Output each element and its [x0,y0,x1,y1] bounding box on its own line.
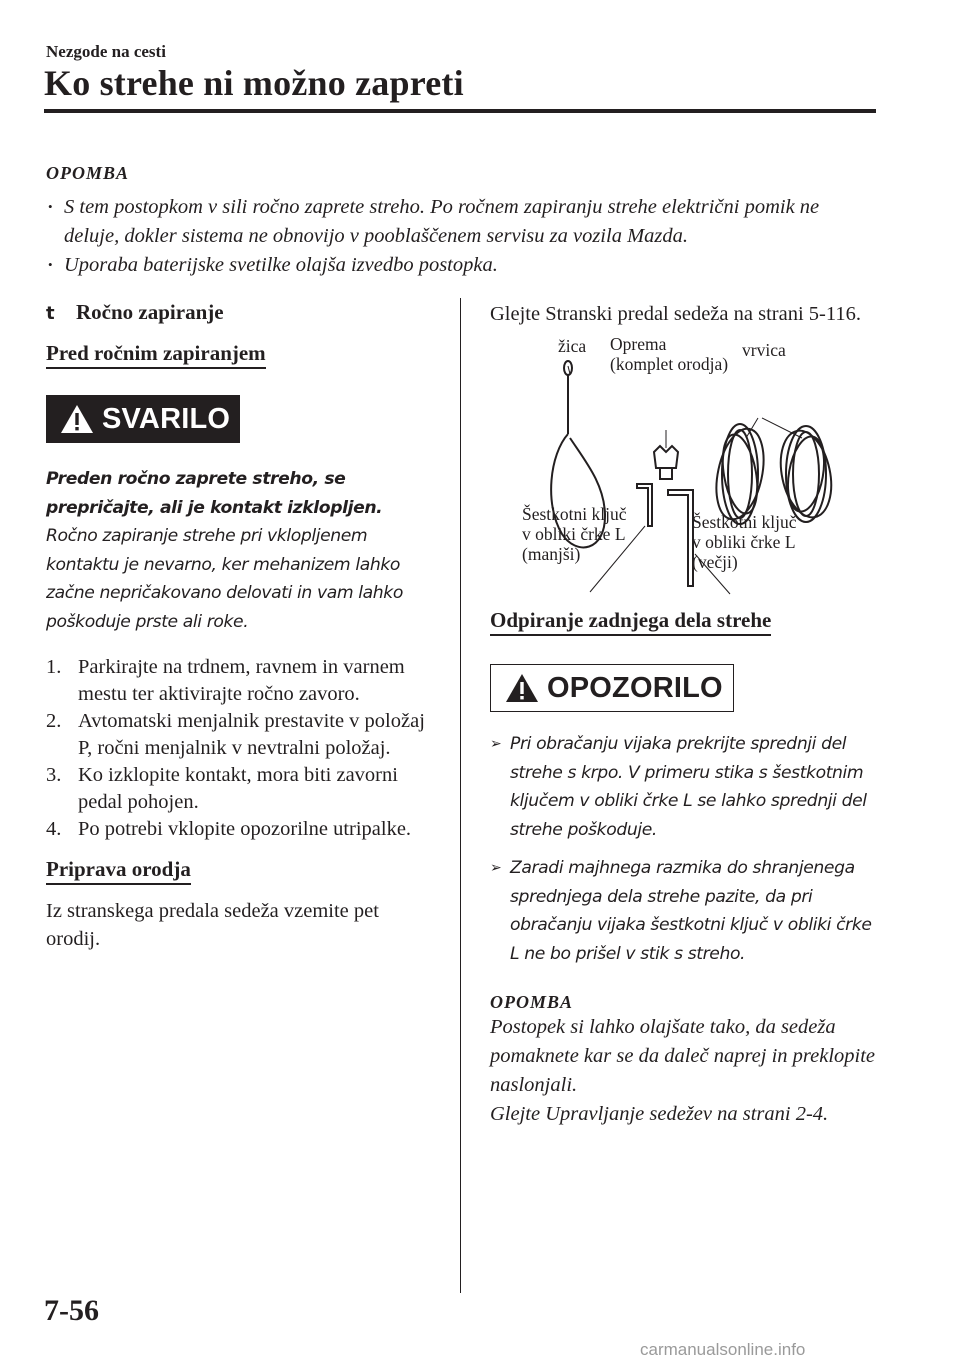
step-number: 1. [46,656,62,678]
note-item: • Uporaba baterijske svetilke olajša izvedbo postopka. [46,251,876,280]
kit-label: Oprema (komplet orodja) [610,334,729,374]
open-rear-heading: Odpiranje zadnjega dela strehe [490,608,771,636]
note-text: Glejte Upravljanje sedežev na strani 2-4. [490,1103,829,1125]
page-title: Ko strehe ni možno zapreti [44,63,464,103]
step-number: 3. [46,764,62,786]
section-heading [46,300,438,325]
section-kicker: Nezgode na cesti [46,42,166,61]
step-text: Parkirajte na trdnem, ravnem in varnem mestu ter aktivirajte ročno zavoro. [78,656,405,705]
large-key-label: Šestkotni ključ v obliki črke L (večji) [692,512,797,572]
warning-bold-text: Preden ročno zaprete streho, se prepričajte, ali je kontakt izklopljen. [46,469,383,518]
step-text: Po potrebi vklopite opozorilne utripalke. [78,818,412,840]
step-text: Avtomatski menjalnik prestavite v položaj P, ročni menjalnik v nevtralni položaj. [78,710,425,759]
note-title: OPOMBA [46,163,130,183]
page-number: 7-56 [44,1294,99,1327]
pre-closing-heading: Pred ročnim zapiranjem [46,341,266,369]
column-divider [460,298,461,1293]
list-item [46,654,438,708]
arrow-right-icon: ➢ [490,860,502,876]
step-number: 2. [46,710,62,732]
list-item [46,708,438,762]
caution-item [490,730,880,844]
note-item: • S tem postopkom v sili ročno zaprete streho. Po ročnem zapiranju strehe električni pomik ne deluje, dokler sistema ne obnovijo v pooblaščenem servisu za vozila Mazda. [46,193,876,251]
list-item [46,762,438,816]
note-text: Postopek si lahko olajšate tako, da sedeža pomaknete kar se da daleč naprej in preklopite naslonjali. [490,1016,876,1096]
cord-label: vrvica [742,340,786,360]
warning-triangle-icon [60,404,94,434]
reference-text: Glejte Stranski predal sedeža na strani 5-116. [490,303,861,325]
list-item [46,816,438,843]
caution-badge [490,664,734,712]
tools-heading: Priprava orodja [46,857,191,885]
tools-text: Iz stranskega predala sedeža vzemite pet orodij. [46,900,379,950]
section-marker: t [46,303,55,324]
note-title: OPOMBA [490,992,574,1012]
warning-badge [46,395,240,443]
title-divider [44,109,876,113]
warning-body-text: Ročno zapiranje strehe pri vklopljenem kontaktu je nevarno, ker mehanizem lahko začne nepričakovano delovati in vam lahko poškoduje prste ali roke. [46,526,403,632]
watermark: carmanualsonline.info [640,1340,806,1359]
arrow-right-icon: ➢ [490,736,502,752]
step-number: 4. [46,818,62,840]
caution-label: OPOZORILO [547,671,723,704]
warning-triangle-icon [505,673,539,703]
caution-text: Zaradi majhnega razmika do shranjenega sprednjega dela strehe pazite, da pri obračanju vijaka šestkotni ključ v obliki črke L ne bo prišel v stik s streho. [510,858,872,964]
step-text: Ko izklopite kontakt, mora biti zavorni pedal pohojen. [78,764,398,813]
caution-text: Pri obračanju vijaka prekrijte sprednji del strehe s krpo. V primeru stika s šestkotnim ključem v obliki črke L se lahko sprednji del strehe poškoduje. [510,734,867,840]
warning-text [46,465,438,636]
right-column [490,300,880,1129]
steps-list [46,654,438,843]
warning-label: SVARILO [102,402,231,435]
section-title: Ročno zapiranje [76,300,224,324]
note-top [46,163,876,280]
wire-label: žica [558,336,587,356]
left-column [46,300,438,953]
caution-item [490,854,880,968]
small-key-label: Šestkotni ključ v obliki črke L (manjši) [522,504,627,564]
